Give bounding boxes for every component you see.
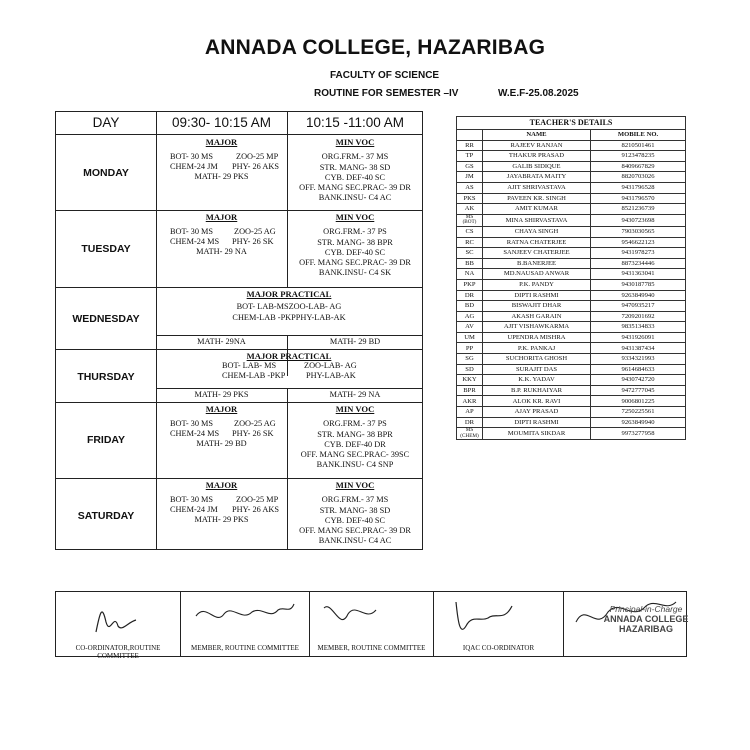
teacher-name: B.BANERJEE: [483, 258, 591, 269]
divider: [56, 210, 422, 211]
teacher-row: [457, 269, 686, 280]
section-head: MAJOR: [205, 404, 238, 414]
class-entry: ORG.FRM.- 37 MS: [321, 152, 389, 162]
teacher-row: [457, 396, 686, 407]
divider: [56, 349, 422, 350]
stamp-city: HAZARIBAG: [619, 624, 673, 634]
teacher-mobile: 8873234446: [591, 258, 686, 269]
teacher-name: MD.NAUSAD ANWAR: [483, 269, 591, 280]
teacher-name: GALIB SIDIQUE: [483, 161, 591, 172]
teacher-mobile: 9430742720: [591, 375, 686, 386]
monday-slot-2: [288, 137, 422, 204]
teacher-mobile: 9430187785: [591, 279, 686, 290]
stamp-title: Principal-in-Charge: [609, 604, 683, 614]
teacher-row: [457, 258, 686, 269]
class-entry: CHEM-LAB -PKP: [222, 371, 286, 381]
teacher-mobile: 8820703026: [591, 172, 686, 183]
teacher-name: DIPTI RASHMI: [483, 290, 591, 301]
class-entry: ORG.FRM.- 37 MS: [321, 495, 389, 505]
teacher-code: SD: [457, 364, 483, 375]
teacher-row: [457, 385, 686, 396]
effective-date: W.E.F-25.08.2025: [498, 88, 579, 99]
teacher-mobile: 9431926091: [591, 332, 686, 343]
header-name: NAME: [483, 130, 591, 141]
class-entry: ZOO-25 AG: [234, 227, 276, 237]
class-entry: ORG.FRM.- 37 PS: [323, 227, 387, 237]
teacher-code: AS: [457, 182, 483, 193]
teacher-mobile: 9430723698: [591, 214, 686, 226]
header-slot-2: 10:15 -11:00 AM: [305, 115, 405, 130]
teacher-code: DR: [457, 290, 483, 301]
teacher-name: P.K. PANKAJ: [483, 343, 591, 354]
day-tuesday: TUESDAY: [81, 243, 131, 255]
teacher-mobile: 9431796528: [591, 182, 686, 193]
teacher-row: [457, 151, 686, 162]
teacher-code: KKY: [457, 375, 483, 386]
teacher-name: JAYABRATA MAITY: [483, 172, 591, 183]
class-entry: CHEM-24 JM: [170, 505, 218, 515]
teacher-name: UPENDRA MISHRA: [483, 332, 591, 343]
teacher-name: AMIT KUMAR: [483, 204, 591, 215]
class-entry: OFF. MANG SEC.PRAC- 39 DR: [299, 526, 411, 536]
section-head: MAJOR: [205, 212, 238, 222]
teacher-code: AKR: [457, 396, 483, 407]
teacher-mobile: 9123478235: [591, 151, 686, 162]
section-head: MAJOR: [205, 480, 238, 490]
teacher-mobile: 9431363041: [591, 269, 686, 280]
class-entry: MATH- 29 PKS: [194, 515, 249, 525]
signature-label-member-1: MEMBER, ROUTINE COMMITTEE: [191, 644, 299, 652]
tuesday-slot-2: [288, 212, 422, 279]
routine-table: [55, 111, 423, 550]
saturday-slot-1: [156, 480, 287, 526]
teacher-row: [457, 332, 686, 343]
teacher-row: [457, 140, 686, 151]
class-entry: CYB. DEF-40 SC: [324, 247, 386, 257]
teacher-row: [457, 226, 686, 237]
teacher-name: PAVEEN KR. SINGH: [483, 193, 591, 204]
teacher-code: PP: [457, 343, 483, 354]
section-head: MIN VOC: [335, 137, 375, 147]
teacher-row: [457, 214, 686, 226]
teacher-name: BISWAJIT DHAR: [483, 301, 591, 312]
tuesday-slot-1: [156, 212, 287, 258]
wednesday-math-1: MATH- 29NA: [197, 337, 246, 346]
teacher-name: B.P. RUKHAIYAR: [483, 385, 591, 396]
teacher-row: [457, 172, 686, 183]
class-entry: BANK.INSU- C4 AC: [318, 536, 392, 546]
friday-slot-2: [288, 404, 422, 471]
teacher-row: [457, 417, 686, 428]
section-head: MAJOR: [205, 137, 238, 147]
teacher-row: [457, 279, 686, 290]
teacher-name: ALOK KR. RAVI: [483, 396, 591, 407]
teacher-code: SC: [457, 248, 483, 259]
monday-slot-1: [156, 137, 287, 183]
teacher-row: [457, 193, 686, 204]
teacher-code: UM: [457, 332, 483, 343]
class-entry: BOT- 30 MS: [170, 227, 214, 237]
teacher-mobile: 7903030565: [591, 226, 686, 237]
teacher-row: [457, 290, 686, 301]
teacher-code: BB: [457, 258, 483, 269]
teacher-details-table: [456, 116, 686, 440]
divider: [56, 287, 422, 288]
class-entry: STR. MANG- 38 SD: [319, 162, 391, 172]
teacher-row: [457, 248, 686, 259]
teacher-name: SUCHORITA GHOSH: [483, 354, 591, 365]
teacher-name: AKASH GARAIN: [483, 311, 591, 322]
teacher-name: RATNA CHATERJEE: [483, 237, 591, 248]
thursday-practical: [156, 351, 422, 381]
teacher-mobile: 9470935217: [591, 301, 686, 312]
teacher-code: AP: [457, 407, 483, 418]
class-entry: MATH- 29 NA: [196, 247, 247, 257]
section-head: MIN VOC: [335, 480, 375, 490]
teacher-mobile: 9263849940: [591, 417, 686, 428]
header-slot-1: 09:30- 10:15 AM: [171, 115, 272, 130]
routine-header-row: [56, 112, 422, 135]
teacher-name: AJIT SHRIVASTAVA: [483, 182, 591, 193]
class-entry: PHY- 26 AKS: [232, 162, 280, 172]
day-monday: MONDAY: [83, 167, 129, 179]
teacher-code: PKP: [457, 279, 483, 290]
teacher-mobile: 9431796570: [591, 193, 686, 204]
teacher-row: [457, 407, 686, 418]
teacher-row: [457, 237, 686, 248]
class-entry: PHY- 26 SK: [232, 237, 274, 247]
section-head: MIN VOC: [335, 404, 375, 414]
class-entry: ZOO-25 MP: [236, 152, 279, 162]
class-entry: CHEM-24 MS: [170, 429, 220, 439]
handwritten-signatures: [56, 592, 686, 644]
teacher-name: DIPTI RASHMI: [483, 417, 591, 428]
teacher-row: [457, 311, 686, 322]
class-entry: CYB. DEF-40 SC: [324, 515, 386, 525]
class-entry: BANK.INSU- C4 SK: [318, 268, 392, 278]
teacher-row: [457, 364, 686, 375]
class-entry: OFF. MANG SEC.PRAC- 39 DR: [299, 258, 411, 268]
thursday-math-2: MATH- 29 NA: [329, 390, 381, 399]
teacher-name: RAJEEV RANJAN: [483, 140, 591, 151]
signature-label-iqac: IQAC CO-ORDINATOR: [462, 644, 535, 652]
divider: [56, 478, 422, 479]
class-entry: BANK.INSU- C4 AC: [318, 193, 392, 203]
teacher-mobile: 9973277958: [591, 428, 686, 440]
teacher-name: CHAYA SINGH: [483, 226, 591, 237]
class-entry: CYB. DEF-40 DR: [324, 439, 386, 449]
class-entry: STR. MANG- 38 BPR: [317, 429, 393, 439]
day-wednesday: WEDNESDAY: [72, 313, 140, 325]
divider: [156, 335, 422, 336]
section-head: MAJOR PRACTICAL: [246, 289, 332, 299]
teacher-code: RR: [457, 140, 483, 151]
class-entry: BOT- LAB-MSZOO-LAB- AG: [236, 302, 342, 312]
day-thursday: THURSDAY: [77, 371, 135, 383]
teacher-code: TP: [457, 151, 483, 162]
divider: [156, 388, 422, 389]
class-entry: ZOO-25 AG: [234, 419, 276, 429]
signature-label-member-2: MEMBER, ROUTINE COMMITTEE: [317, 644, 426, 652]
teacher-row: [457, 301, 686, 312]
teacher-code: MS (BOT): [457, 214, 483, 226]
routine-label: ROUTINE FOR SEMESTER –IV: [314, 88, 459, 99]
teacher-mobile: 8409667829: [591, 161, 686, 172]
class-entry: OFF. MANG SEC.PRAC- 39 DR: [299, 183, 411, 193]
teacher-name: MOUMITA SIKDAR: [483, 428, 591, 440]
teacher-name: P.K. PANDY: [483, 279, 591, 290]
teacher-name: AJAY PRASAD: [483, 407, 591, 418]
teacher-mobile: 9431387434: [591, 343, 686, 354]
friday-slot-1: [156, 404, 287, 450]
signature-label-coordinator: CO-ORDINATOR,ROUTINE COMMITTEE: [75, 644, 161, 660]
teacher-table-caption: TEACHER'S DETAILS: [457, 117, 686, 130]
class-entry: BANK.INSU- C4 SNP: [316, 460, 394, 470]
teacher-mobile: 7250225561: [591, 407, 686, 418]
teacher-code: AK: [457, 204, 483, 215]
college-title: ANNADA COLLEGE, HAZARIBAG: [204, 36, 546, 59]
wednesday-practical: [156, 289, 422, 323]
teacher-code: PKS: [457, 193, 483, 204]
section-head: MAJOR PRACTICAL: [246, 351, 332, 361]
teacher-row: [457, 204, 686, 215]
teacher-mobile: 9431978273: [591, 248, 686, 259]
stamp-college: ANNADA COLLEGE: [603, 614, 689, 624]
teacher-code: MS (CHEM): [457, 428, 483, 440]
header-code: [457, 130, 483, 141]
day-friday: FRIDAY: [86, 434, 126, 446]
header-day: DAY: [92, 115, 120, 130]
class-entry: BOT- LAB- MS: [222, 361, 277, 371]
section-head: MIN VOC: [335, 212, 375, 222]
class-entry: CHEM-LAB -PKPPHY-LAB-AK: [232, 312, 346, 322]
teacher-name: K.K. YADAV: [483, 375, 591, 386]
class-entry: PHY- 26 AKS: [232, 505, 280, 515]
teacher-mobile: 8521236739: [591, 204, 686, 215]
day-saturday: SATURDAY: [77, 510, 135, 522]
teacher-row: [457, 343, 686, 354]
class-entry: ZOO-LAB- AG: [304, 361, 357, 371]
class-entry: ORG.FRM.- 37 PS: [323, 419, 387, 429]
teacher-row: [457, 322, 686, 333]
teacher-row: [457, 161, 686, 172]
teacher-code: RC: [457, 237, 483, 248]
teacher-name: AJIT VISHAWKARMA: [483, 322, 591, 333]
teacher-row: [457, 428, 686, 440]
class-entry: STR. MANG- 38 SD: [319, 505, 391, 515]
teacher-code: JM: [457, 172, 483, 183]
teacher-code: GS: [457, 161, 483, 172]
teacher-name: THAKUR PRASAD: [483, 151, 591, 162]
teacher-code: AG: [457, 311, 483, 322]
teacher-mobile: 8210501461: [591, 140, 686, 151]
class-entry: MATH- 29 BD: [196, 439, 247, 449]
class-entry: BOT- 30 MS: [170, 152, 214, 162]
saturday-slot-2: [288, 480, 422, 547]
class-entry: OFF. MANG SEC.PRAC- 39SC: [300, 450, 410, 460]
teacher-mobile: 7209201692: [591, 311, 686, 322]
teacher-code: CS: [457, 226, 483, 237]
teacher-row: [457, 354, 686, 365]
signature-panel: [55, 591, 687, 660]
teacher-mobile: 9546622123: [591, 237, 686, 248]
teacher-row: [457, 182, 686, 193]
class-entry: CHEM-24 MS: [170, 237, 220, 247]
teacher-mobile: 9334321993: [591, 354, 686, 365]
teacher-code: SG: [457, 354, 483, 365]
teacher-mobile: 9263849940: [591, 290, 686, 301]
teacher-name: SANJEEV CHATERJEE: [483, 248, 591, 259]
teacher-name: SURAJIT DAS: [483, 364, 591, 375]
class-entry: BOT- 30 MS: [170, 419, 214, 429]
class-entry: STR. MANG- 38 BPR: [317, 237, 393, 247]
teacher-code: NA: [457, 269, 483, 280]
teacher-code: AV: [457, 322, 483, 333]
teacher-mobile: 9835134833: [591, 322, 686, 333]
class-entry: BOT- 30 MS: [170, 495, 214, 505]
class-entry: CYB. DEF-40 SC: [324, 172, 386, 182]
teacher-mobile: 9472777045: [591, 385, 686, 396]
teacher-mobile: 9006801225: [591, 396, 686, 407]
teacher-row: [457, 375, 686, 386]
teacher-code: DR: [457, 417, 483, 428]
teacher-code: BD: [457, 301, 483, 312]
wednesday-math-2: MATH- 29 BD: [329, 337, 381, 346]
divider: [56, 402, 422, 403]
principal-stamp: [596, 604, 696, 634]
class-entry: ZOO-25 MP: [236, 495, 279, 505]
class-entry: MATH- 29 PKS: [194, 172, 249, 182]
faculty-label: FACULTY OF SCIENCE: [330, 70, 440, 81]
class-entry: PHY-LAB-AK: [306, 371, 356, 381]
teacher-code: BPR: [457, 385, 483, 396]
teacher-name: MINA SHIRVASTAVA: [483, 214, 591, 226]
teacher-mobile: 9614684633: [591, 364, 686, 375]
class-entry: PHY- 26 SK: [232, 429, 274, 439]
thursday-math-1: MATH- 29 PKS: [194, 390, 249, 399]
class-entry: CHEM-24 JM: [170, 162, 218, 172]
header-mobile: MOBILE NO.: [591, 130, 686, 141]
